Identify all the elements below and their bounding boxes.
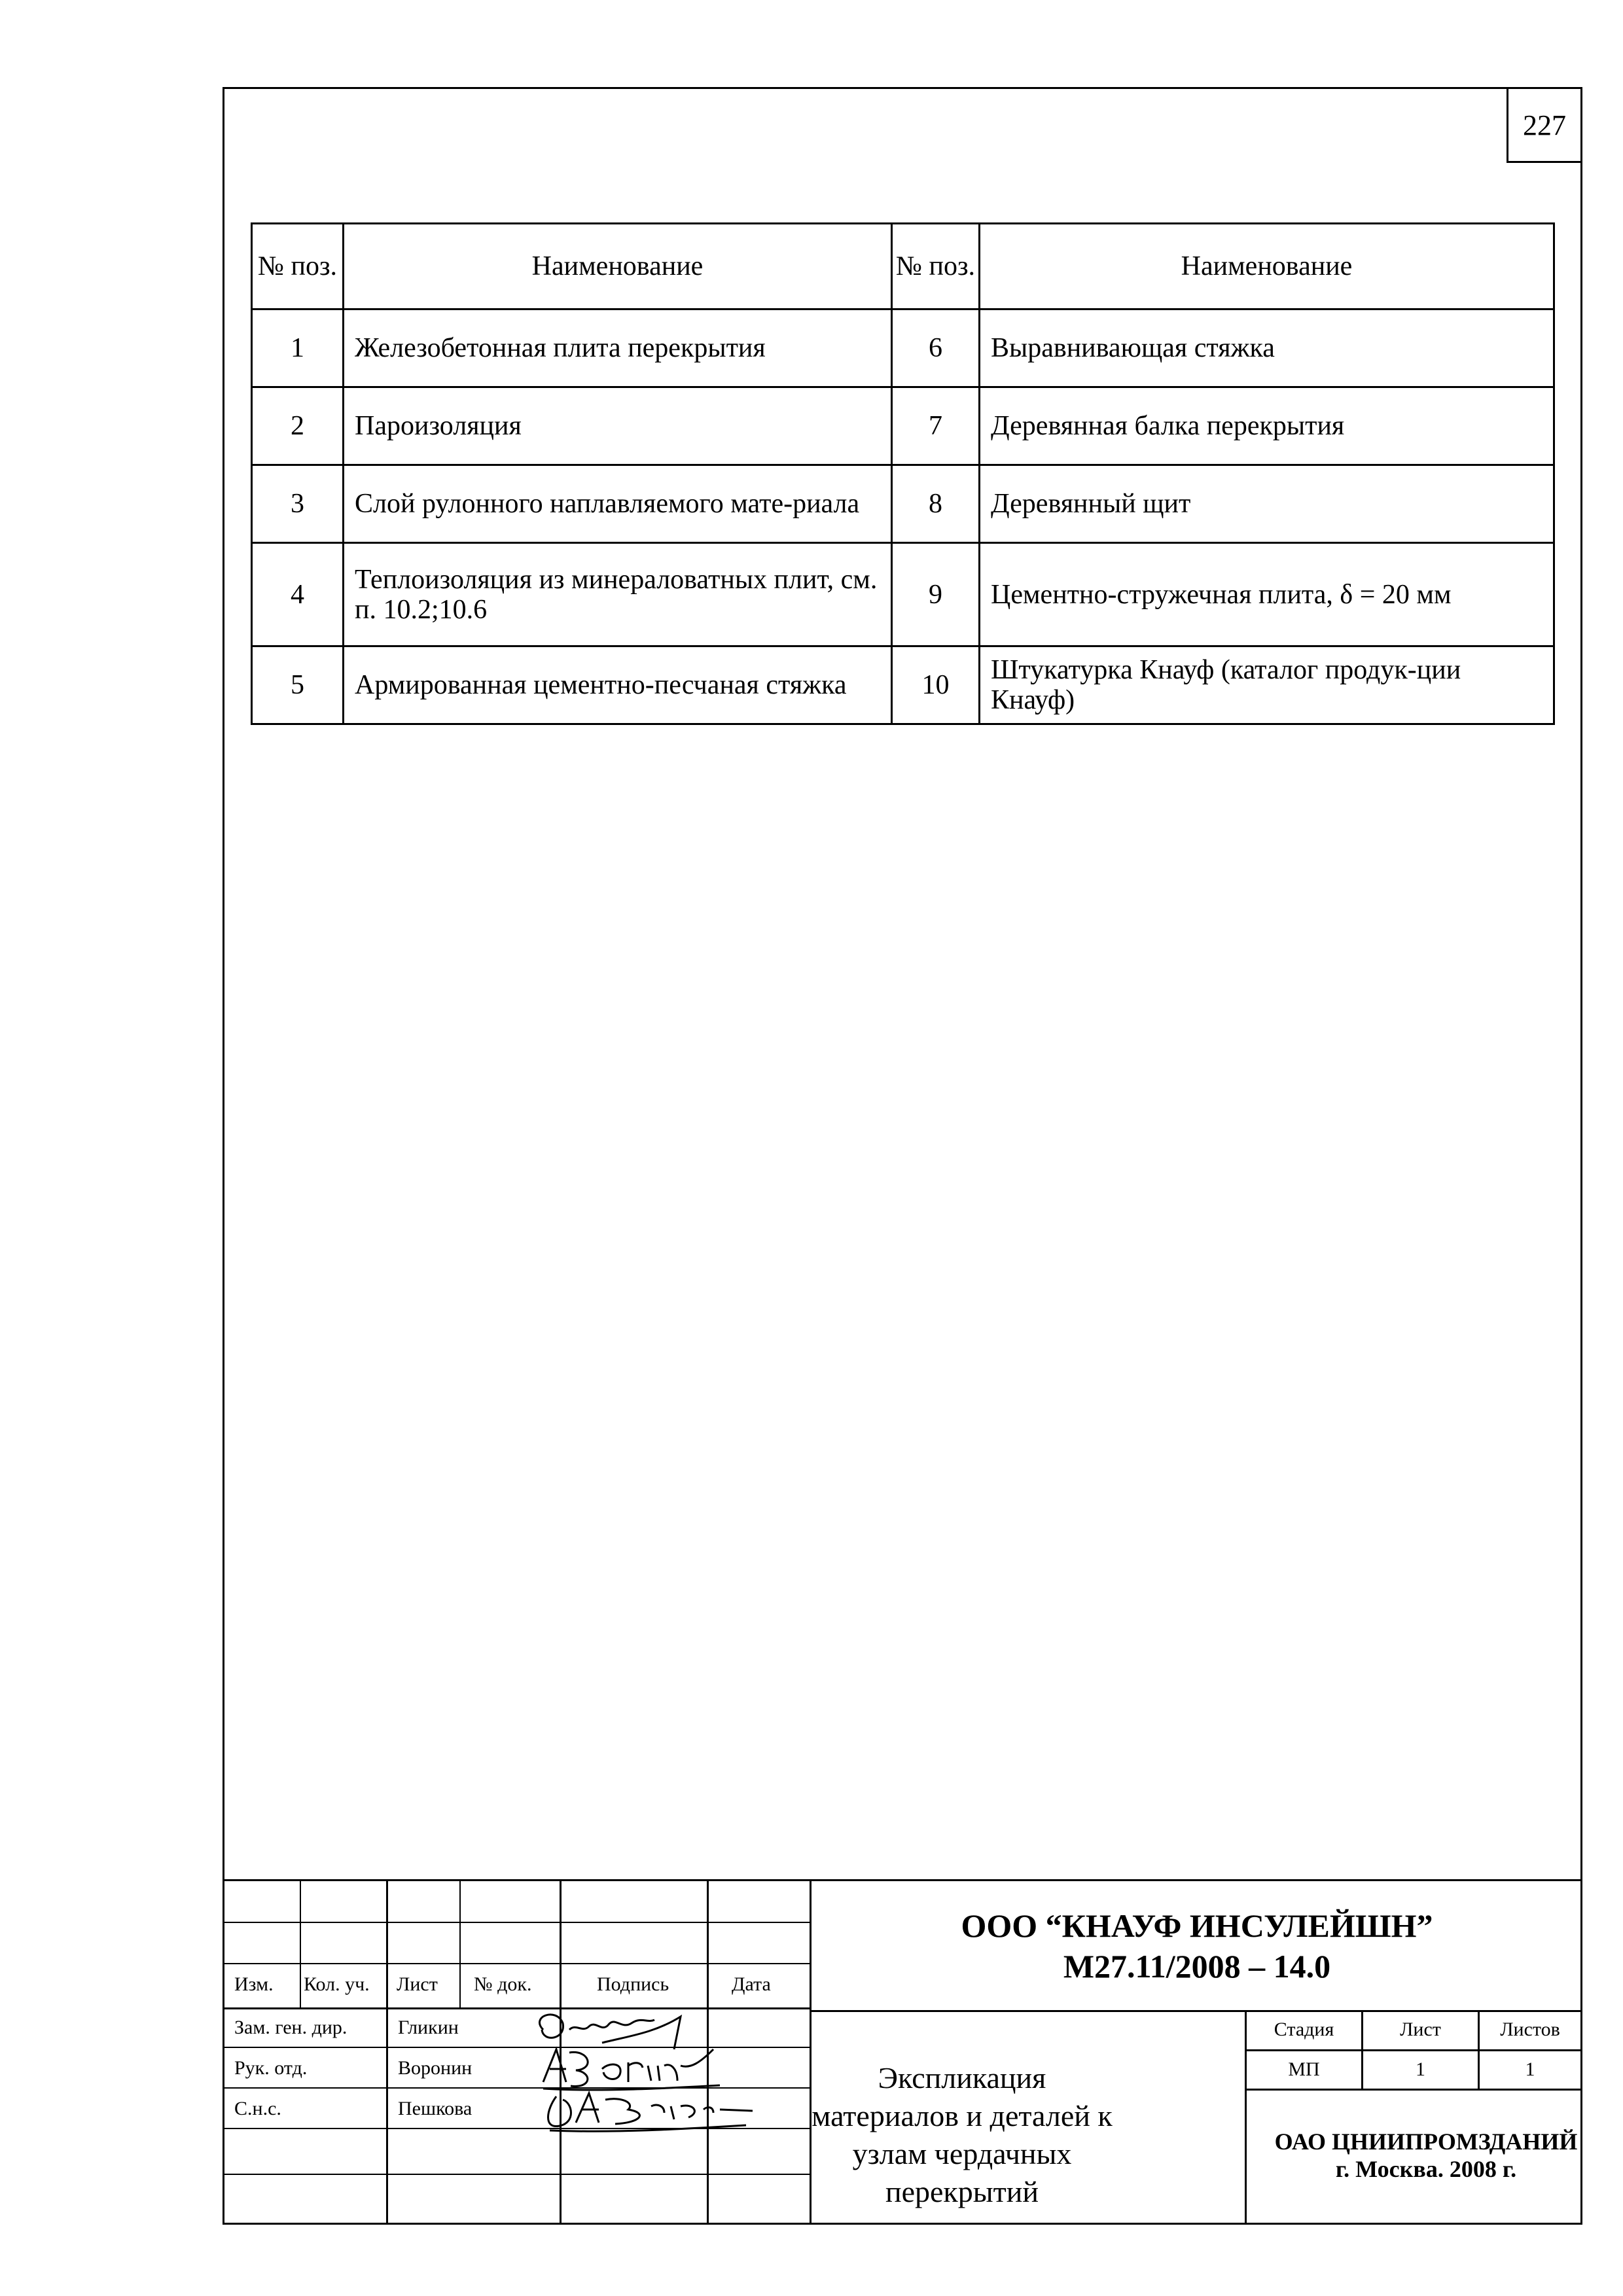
signer-name: Гликин — [398, 2017, 459, 2038]
sheet-value: 1 — [1416, 2058, 1425, 2080]
company-name: ООО “КНАУФ ИНСУЛЕЙШН” — [961, 1907, 1433, 1944]
sheet-header: Лист — [1400, 2019, 1441, 2040]
signer-name: Пешкова — [398, 2098, 473, 2119]
sheets-value: 1 — [1525, 2058, 1535, 2080]
material-name: Пароизоляция — [344, 387, 892, 465]
title-block-divider — [223, 1963, 810, 1964]
table-row — [252, 543, 1554, 646]
header-date: Дата — [732, 1973, 771, 1995]
pos-number: 9 — [892, 543, 980, 646]
title-block-border — [223, 1879, 224, 2225]
header-list: Лист — [397, 1973, 438, 1995]
title-block-divider — [459, 1879, 461, 2009]
signer-role: С.н.с. — [234, 2098, 281, 2119]
header-sign: Подпись — [597, 1973, 669, 1995]
explication-table — [251, 222, 1555, 725]
col-header-num: № поз. — [252, 224, 344, 309]
col-header-name: Наименование — [344, 224, 892, 309]
table-header-row — [252, 224, 1554, 309]
signer-name: Воронин — [398, 2057, 473, 2079]
title-block — [223, 1879, 1582, 2225]
material-name: Выравнивающая стяжка — [980, 309, 1554, 387]
title-block-divider — [223, 2174, 810, 2175]
document-code: М27.11/2008 – 14.0 — [1063, 1948, 1331, 1985]
pos-number: 4 — [252, 543, 344, 646]
title-block-divider — [300, 1879, 301, 2009]
title-block-border — [223, 2223, 1582, 2225]
title-block-divider — [1245, 2049, 1582, 2051]
table-row — [252, 387, 1554, 465]
stage-header: Стадия — [1274, 2019, 1334, 2040]
material-name: Штукатурка Кнауф (каталог продук-ции Кнауф) — [980, 646, 1554, 724]
company-and-code — [812, 1905, 1582, 1987]
table-row — [252, 646, 1554, 724]
city-year: г. Москва. 2008 г. — [1335, 2156, 1517, 2182]
col-header-name: Наименование — [980, 224, 1554, 309]
material-name: Теплоизоляция из минераловатных плит, см. п. 10.2;10.6 — [344, 543, 892, 646]
pos-number: 10 — [892, 646, 980, 724]
title-block-divider — [386, 1879, 388, 2225]
signer-role: Зам. ген. дир. — [234, 2017, 348, 2038]
page-number: 227 — [1507, 87, 1582, 163]
header-kol: Кол. уч. — [304, 1973, 370, 1995]
stage-value: МП — [1288, 2058, 1320, 2080]
pos-number: 6 — [892, 309, 980, 387]
pos-number: 7 — [892, 387, 980, 465]
title-block-divider — [223, 1922, 810, 1923]
pos-number: 1 — [252, 309, 344, 387]
header-ndoc: № док. — [474, 1973, 532, 1995]
title-block-divider — [1245, 2010, 1247, 2225]
material-name: Деревянная балка перекрытия — [980, 387, 1554, 465]
signature-peshkova — [537, 2083, 759, 2136]
signer-role: Рук. отд. — [234, 2057, 308, 2079]
header-izm: Изм. — [234, 1973, 274, 1995]
title-block-divider — [810, 2010, 1582, 2012]
organization-name: ОАО ЦНИИПРОМЗДАНИЙ — [1274, 2128, 1578, 2155]
title-block-border — [223, 1879, 1582, 1881]
material-name: Железобетонная плита перекрытия — [344, 309, 892, 387]
pos-number: 5 — [252, 646, 344, 724]
table-row — [252, 309, 1554, 387]
organization-block — [1270, 2128, 1582, 2183]
sheets-header: Листов — [1500, 2019, 1560, 2040]
table-row — [252, 465, 1554, 543]
material-name: Слой рулонного наплавляемого мате-риала — [344, 465, 892, 543]
material-name: Деревянный щит — [980, 465, 1554, 543]
title-block-divider — [223, 2007, 810, 2009]
document-title: Экспликация материалов и деталей к узлам чердачных перекрытий — [812, 2061, 1113, 2208]
material-name: Армированная цементно-песчаная стяжка — [344, 646, 892, 724]
pos-number: 2 — [252, 387, 344, 465]
pos-number: 3 — [252, 465, 344, 543]
col-header-num: № поз. — [892, 224, 980, 309]
title-block-divider — [1245, 2089, 1582, 2091]
material-name: Цементно-стружечная плита, δ = 20 мм — [980, 543, 1554, 646]
pos-number: 8 — [892, 465, 980, 543]
